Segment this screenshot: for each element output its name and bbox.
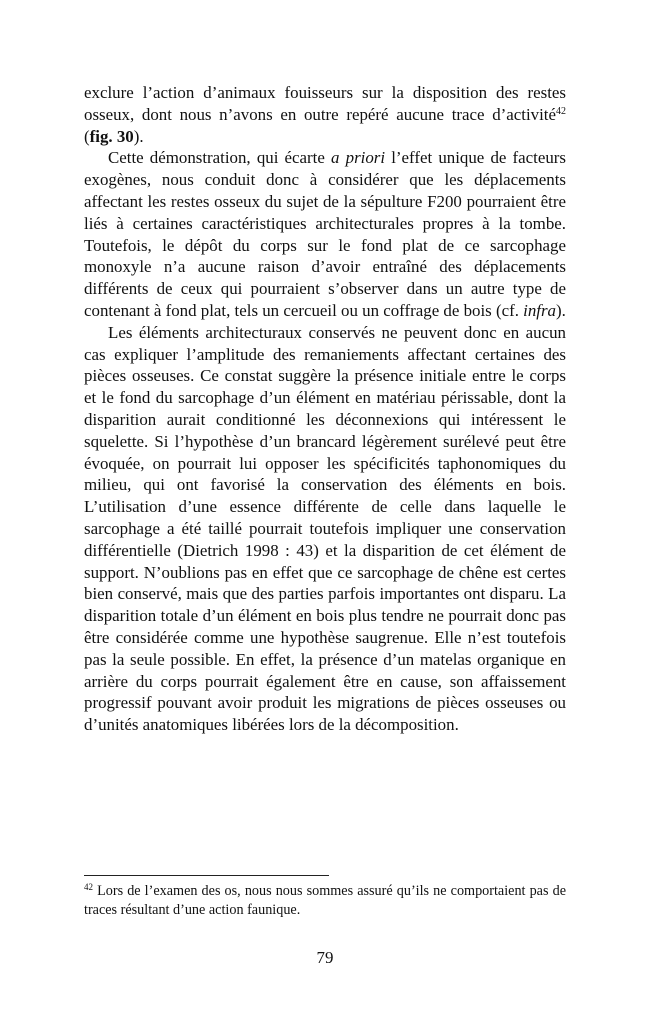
footnote-marker: 42 — [84, 882, 93, 892]
footnote-42 — [84, 882, 566, 920]
paragraph-1-end: ). — [133, 126, 144, 146]
footnote-reference-42[interactable]: 42 — [556, 105, 566, 117]
footnote-separator — [84, 875, 329, 876]
paragraph-1-text: exclure l’action d’animaux fouisseurs sur la disposition des restes osseux, dont nous n’avons en outre repéré aucune trace d’activité — [84, 83, 566, 124]
page-number: 79 — [316, 948, 334, 967]
paragraph-2-body: l’effet unique de facteurs exogènes, nous conduit donc à considérer que les déplacements affectant les restes osseux du sujet de la sépulture F200 pourraient être liés à certaines caractéristiques architecturales propres à la tombe. Toutefois, le dépôt du corps sur le fond plat de ce sarcophage monoxyle n’a aucune raison d’avoir entraîné des déplacements différents de ceux qui pourraient s’observer dans un autre type de contenant à fond plat, tels un cercueil ou un coffrage de bois (cf. — [84, 148, 567, 320]
paragraph-3: Les éléments architecturaux conservés ne peuvent donc en aucun cas expliquer l’amplitude des remaniements affectant certaines des pièces osseuses. Ce constat suggère la présence initiale entre le corps et le fond du sarcophage d’un élément en matériau périssable, dont la disparition aurait conditionné les déconnexions qui intéressent le squelette. Si l’hypothèse d’un brancard légèrement surélevé peut être évoquée, on pourrait lui opposer les spécificités taphonomiques du milieu, qui ont favorisé la conservation des éléments en bois. L’utilisation d’une essence différente de celle dans laquelle le sarcophage a été taillé pourrait toutefois impliquer une conservation différentielle (Dietrich 1998 : 43) et la disparition de cet élément de support. N’oublions pas en effet que ce sarcophage de chêne est certes bien conservé, mais que des parties parfois importantes ont disparu. La disparition totale d’un élément en bois plus tendre ne pourrait donc pas être considérée comme une hypothèse saugrenue. Elle n’est toutefois pas la seule possible. En effet, la présence d’un matelas organique en arrière du corps pourrait également être en cause, son affaissement progressif pouvant avoir produit les migrations de pièces osseuses ou d’unités anatomiques libérées lors de la décomposition. — [84, 322, 566, 735]
body-text — [84, 82, 566, 736]
figure-reference: fig. 30 — [89, 126, 134, 146]
paragraph-2-start: Cette démonstration, qui écarte — [108, 148, 332, 168]
paragraph-1 — [84, 82, 566, 147]
paragraph-2-end: ). — [556, 300, 566, 320]
a-priori-italic: a priori — [331, 148, 386, 168]
paragraph-2 — [84, 147, 566, 321]
paragraph-1-open-paren: ( — [84, 126, 90, 146]
footnote-text: Lors de l’examen des os, nous nous sommes assuré qu’ils ne comportaient pas de traces résultant d’une action faunique. — [84, 883, 566, 918]
infra-italic: infra — [523, 300, 557, 320]
